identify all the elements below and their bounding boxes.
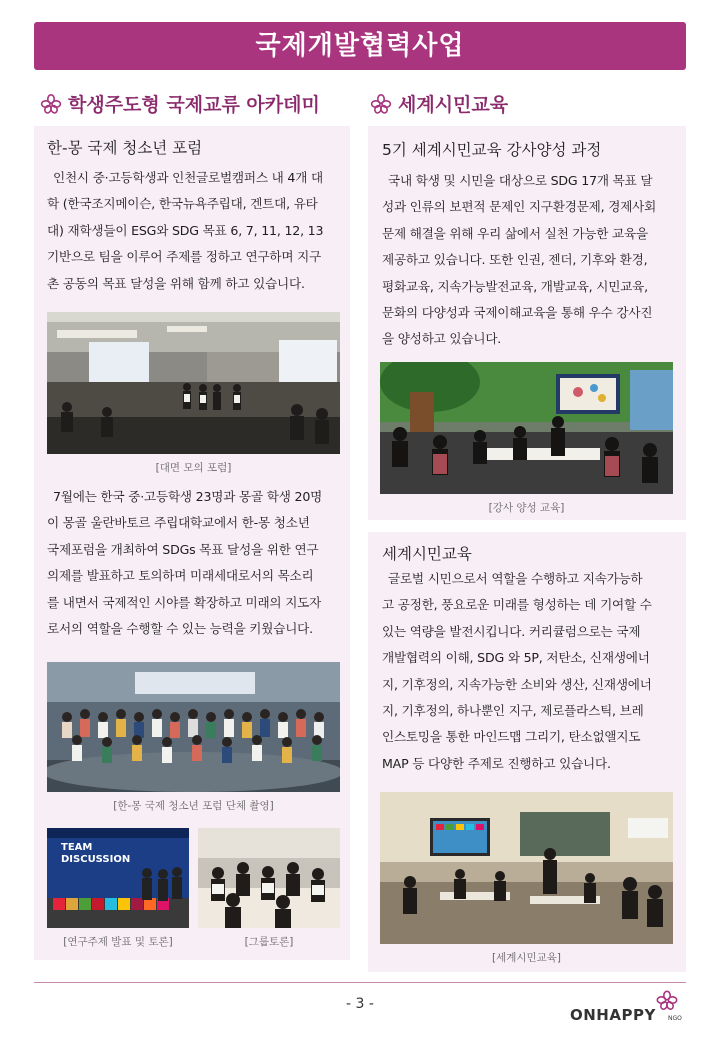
right-card2-title: 세계시민교육 [382,545,472,563]
onhappy-logo [570,990,686,1030]
forum-photo [47,312,340,454]
logo-flower-icon [654,990,680,1012]
footer-divider [34,982,686,983]
left-paragraph-2: 7월에는 한국 중·고등학생 23명과 몽골 학생 20명 이 몽골 울란바토르 주립대학교에서 한-몽 청소년 국제포럼을 개최하여 SDGs 목표 달성을 위한 연구 의제를 발표하고 토의하며 미래세대로서의 목소리 를 내면서 국제적인 시야를 확장하고 미래의 지도자 로서의 역할을 수행할 수 있는 능력을 키웠습니다. [47,489,323,637]
left-card-title: 한-몽 국제 청소년 포럼 [47,139,203,157]
page-number: - 3 - [346,996,374,1012]
classroom-photo [380,792,673,944]
page-banner: 국제개발협력사업 [34,22,686,70]
caption-research-presentation: [연구주제 발표 및 토론] [63,936,173,948]
caption-global-citizenship: [세계시민교육] [491,952,562,964]
right-card1-title: 5기 세계시민교육 강사양성 과정 [382,141,602,159]
flower-icon [370,93,392,115]
flower-icon [40,93,62,115]
right-heading-text: 세계시민교육 [398,94,509,116]
instructor-training-photo [380,362,673,494]
group-discussion-photo [198,828,340,928]
right-section-heading [370,90,508,117]
caption-face-to-face-forum: [대면 모의 포럼] [155,462,232,474]
group-photo [47,662,340,792]
team-discussion-photo [47,828,189,928]
logo-text: ONHAPPY [570,1006,656,1024]
left-section-heading [40,90,320,117]
logo-ngo-text: NGO [668,1015,682,1022]
caption-group-photo: [한-몽 국제 청소년 포럼 단체 촬영] [113,800,274,812]
team-discussion-text: TEAM DISCUSSION [61,842,131,865]
caption-instructor-training: [강사 양성 교육] [488,502,565,514]
left-heading-text: 학생주도형 국제교류 아카데미 [68,94,320,116]
right-paragraph-2: 글로벌 시민으로서 역할을 수행하고 지속가능하 고 공정한, 풍요로운 미래를 형성하는 데 기여할 수 있는 역량을 발전시킵니다. 커리큘럼으로는 국제 개발협력의 이해, SDG 와 5P, 저탄소, 신재생에너 지, 기후정의, 지속가능한 소비와 생산, 신재생에너 지, 기후정의, 하나뿐인 지구, 제로플라스틱, 브레 인스토밍을 통한 마인드맵 그리기, 탄소없앨지도 MAP 등 다양한 주제로 진행하고 있습니다. [382,571,652,771]
right-paragraph-1: 국내 학생 및 시민을 대상으로 SDG 17개 목표 달 성과 인류의 보편적 문제인 지구환경문제, 경제사회 문제 해결을 위해 우리 삶에서 실천 가능한 교육을 제공하고 있습니다. 또한 인권, 젠더, 기후와 환경, 평화교육, 지속가능발전교육, 개발교육, 시민교육, 문화의 다양성과 국제이해교육을 통해 우수 강사진 을 양성하고 있습니다. [382,173,657,347]
caption-group-discussion: [그룹토론] [244,936,294,948]
left-paragraph-1: 인천시 중·고등학생과 인천글로벌캠퍼스 내 4개 대 학 (한국조지메이슨, 한국뉴욕주립대, 겐트대, 유타 대) 재학생들이 ESG와 SDG 목표 6, 7, 11, 12, 13 기반으로 팀을 이루어 주제를 정하고 연구하며 지구 촌 공동의 목표 달성을 위해 함께 하고 있습니다. [47,170,324,291]
